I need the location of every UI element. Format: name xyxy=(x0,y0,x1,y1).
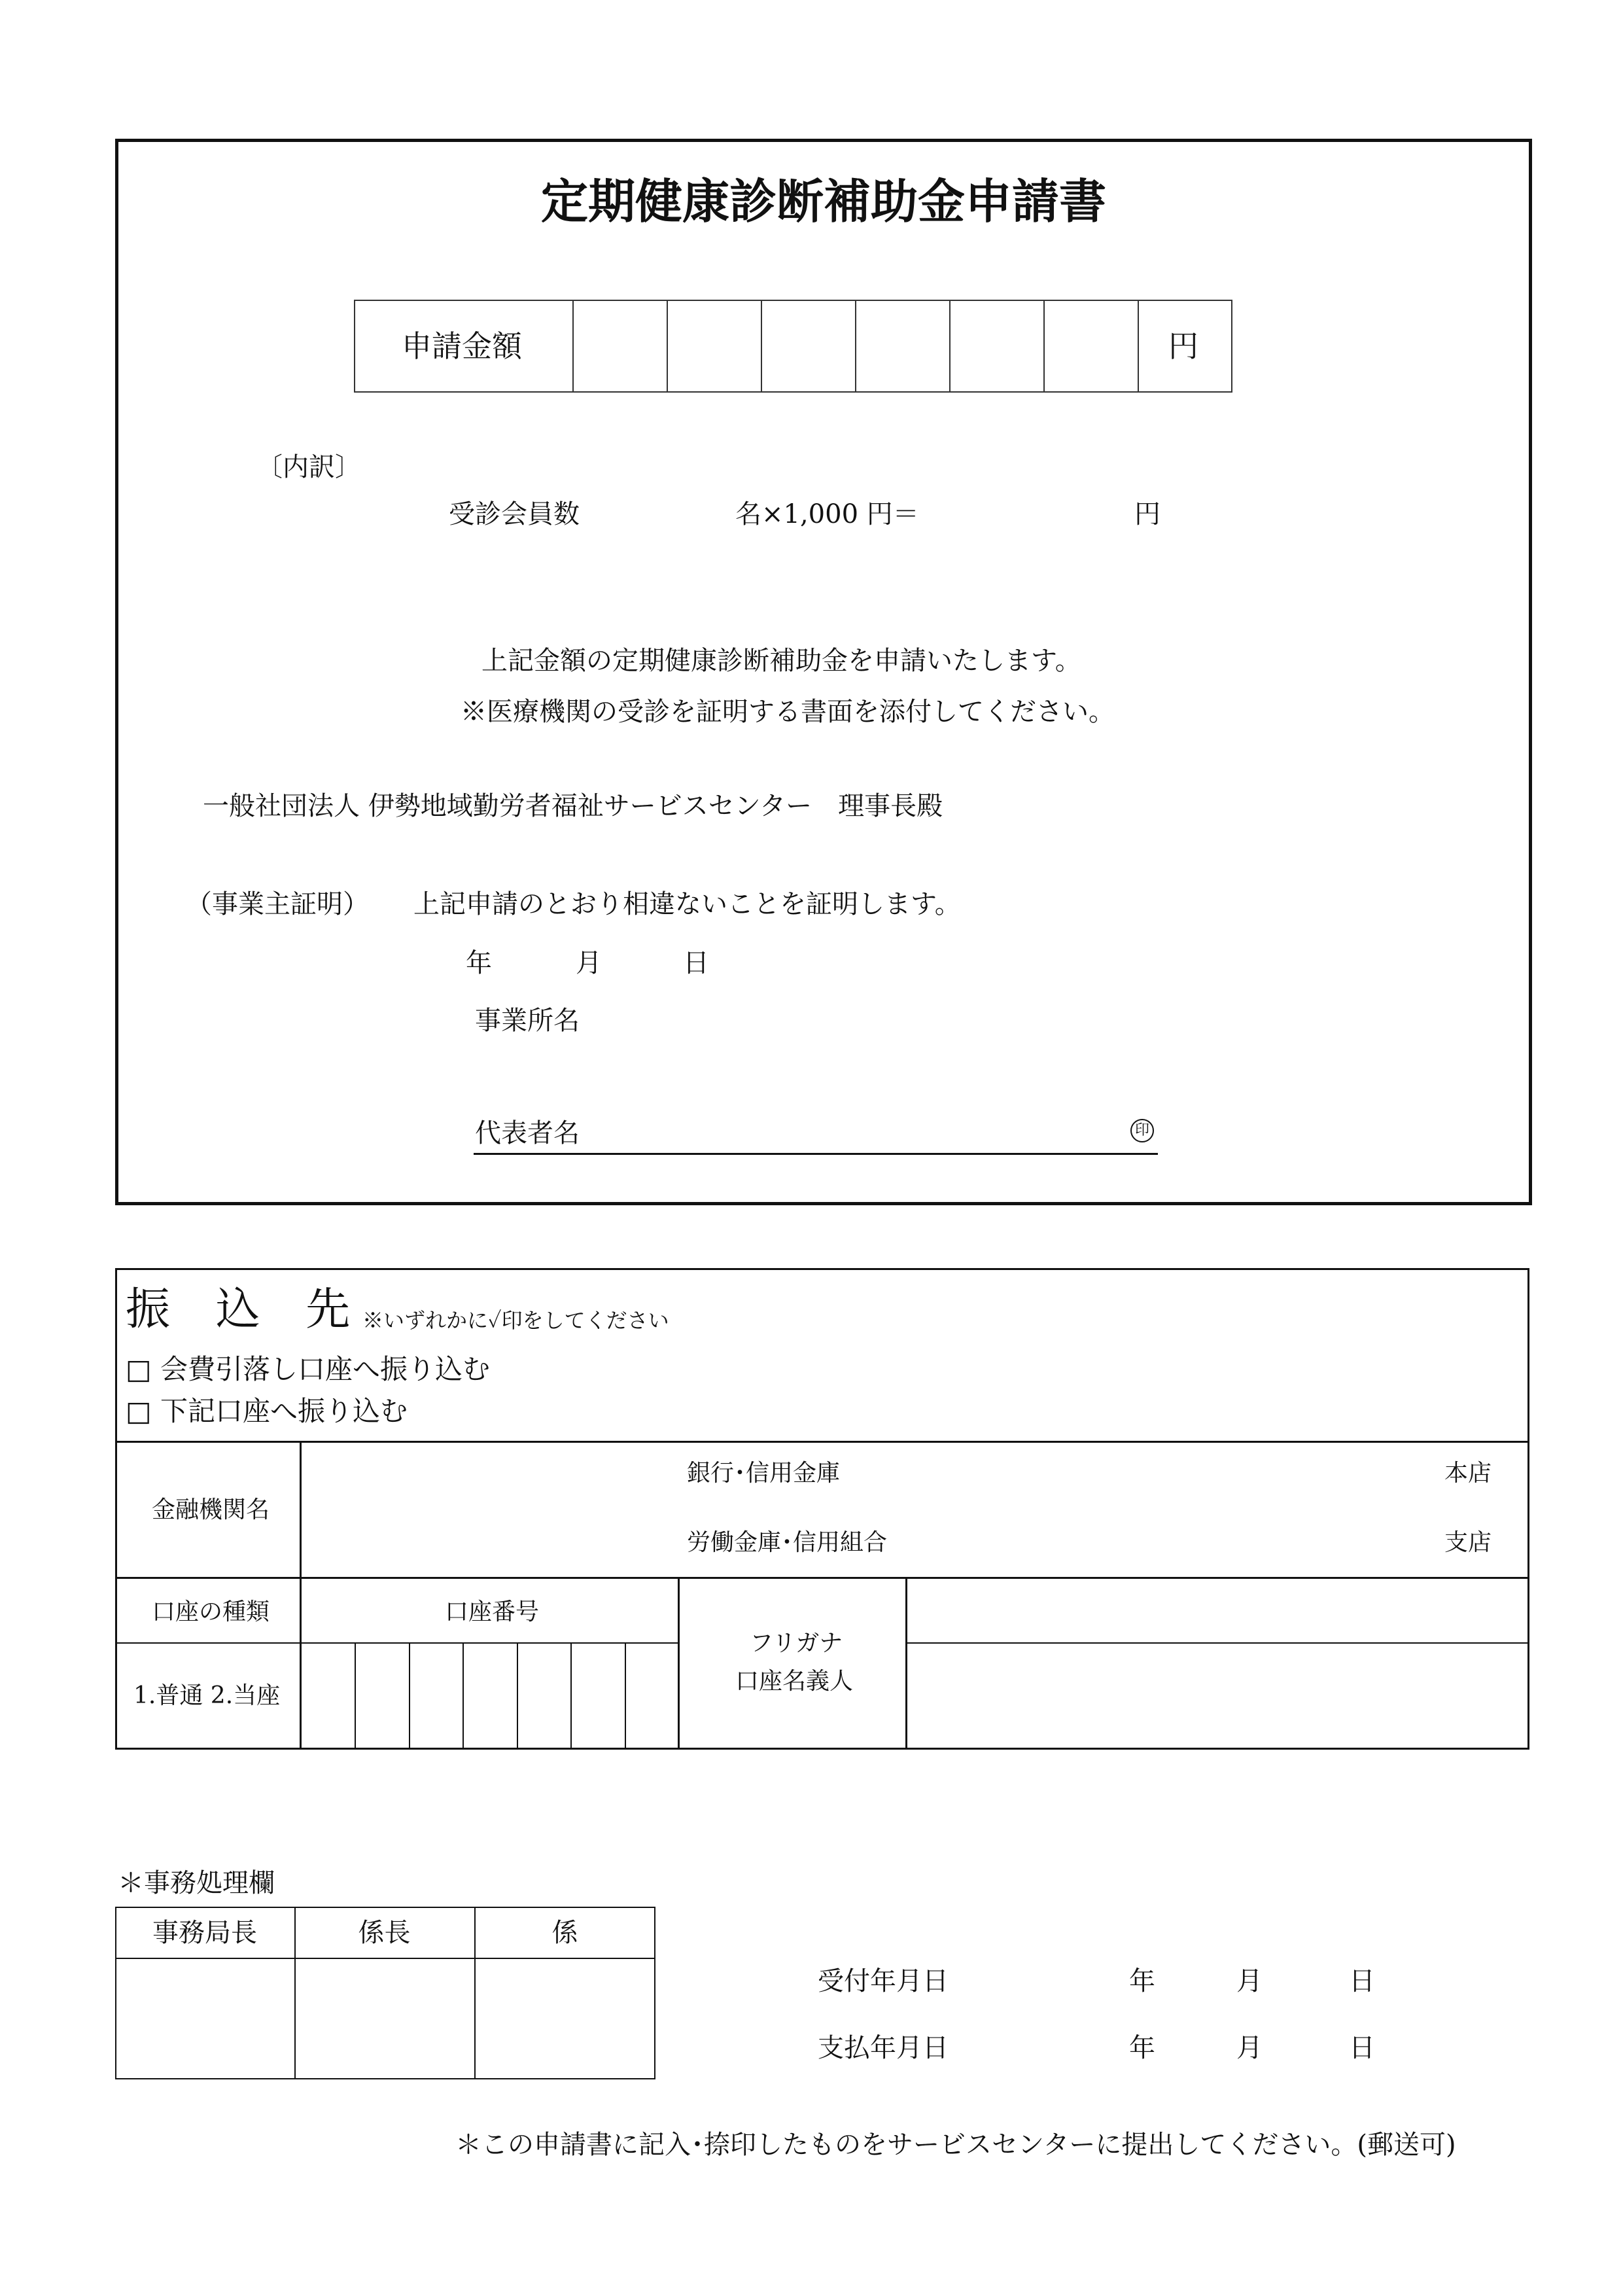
office-stamp-chief[interactable] xyxy=(297,1960,473,2077)
received-month: 月 xyxy=(1236,1966,1263,1996)
paid-year: 年 xyxy=(1129,2033,1155,2063)
transfer-option-2[interactable]: □ 下記口座へ振り込む xyxy=(126,1395,408,1427)
institution-name-field[interactable] xyxy=(307,1447,661,1572)
received-year: 年 xyxy=(1129,1966,1155,1996)
representative-underline xyxy=(474,1153,1158,1155)
form-title: 定期健康診断補助金申請書 xyxy=(540,173,1106,229)
transfer-note: ※いずれかに✓印をしてください xyxy=(362,1308,669,1333)
employer-statement: 上記申請のとおり相違ないことを証明します。 xyxy=(413,889,961,919)
seal-mark xyxy=(1130,1119,1154,1142)
footer-note: ＊この申請書に記入･捺印したものをサービスセンターに提出してください。(郵送可) xyxy=(455,2130,1456,2160)
transfer-option-1[interactable]: □ 会費引落し口座へ振り込む xyxy=(126,1353,491,1385)
branch-head: 本店 xyxy=(1444,1460,1492,1487)
account-digit-1[interactable] xyxy=(302,1644,354,1748)
amount-digit-6[interactable] xyxy=(1045,301,1137,391)
breakdown-yen: 円 xyxy=(1134,499,1161,529)
account-type-label: 口座の種類 xyxy=(152,1598,270,1625)
representative-field[interactable] xyxy=(602,1111,1125,1157)
holder-label: 口座名義人 xyxy=(735,1668,854,1695)
amount-digit-4[interactable] xyxy=(856,301,949,391)
account-type-values[interactable]: 1.普通 2.当座 xyxy=(133,1682,281,1709)
office-label: ＊事務処理欄 xyxy=(118,1868,275,1898)
seal-text: 印 xyxy=(1134,1122,1149,1139)
bank-type-1: 銀行･信用金庫 xyxy=(687,1460,841,1487)
breakdown-members-label: 受診会員数 xyxy=(449,499,580,529)
date-year: 年 xyxy=(466,948,492,978)
paid-month: 月 xyxy=(1236,2033,1263,2063)
office-name-label: 事業所名 xyxy=(475,1006,580,1036)
account-digit-2[interactable] xyxy=(356,1644,408,1748)
paid-day: 日 xyxy=(1349,2033,1375,2063)
holder-field[interactable] xyxy=(909,1645,1527,1747)
institution-label: 金融機関名 xyxy=(152,1496,270,1523)
branch-name-field[interactable] xyxy=(916,1447,1426,1572)
account-number-label: 口座番号 xyxy=(445,1598,540,1625)
furigana-label: フリガナ xyxy=(750,1630,843,1657)
date-day: 日 xyxy=(683,948,709,978)
account-digit-4[interactable] xyxy=(464,1644,516,1748)
office-col-chief: 係長 xyxy=(358,1918,411,1948)
received-date-label: 受付年月日 xyxy=(818,1966,949,1996)
representative-label: 代表者名 xyxy=(475,1118,580,1148)
office-name-field[interactable] xyxy=(602,998,1151,1044)
received-day: 日 xyxy=(1349,1966,1375,1996)
statement-line-2: ※医療機関の受診を証明する書面を添付してください。 xyxy=(461,697,1115,727)
breakdown-formula: 名×1,000 円＝ xyxy=(735,499,919,529)
amount-digit-2[interactable] xyxy=(668,301,760,391)
account-digit-5[interactable] xyxy=(518,1644,570,1748)
paid-date-label: 支払年月日 xyxy=(818,2033,949,2063)
amount-label: 申請金額 xyxy=(402,328,522,364)
addressee: 一般社団法人 伊勢地域勤労者福祉サービスセンター 理事長殿 xyxy=(203,791,943,821)
amount-digit-3[interactable] xyxy=(762,301,854,391)
account-digit-7[interactable] xyxy=(626,1644,677,1748)
amount-digit-5[interactable] xyxy=(951,301,1043,391)
office-col-director: 事務局長 xyxy=(152,1918,257,1948)
furigana-field[interactable] xyxy=(909,1580,1527,1641)
transfer-title: 振 込 先 xyxy=(126,1284,366,1335)
statement-line-1: 上記金額の定期健康診断補助金を申請いたします。 xyxy=(481,646,1081,676)
employer-label: （事業主証明） xyxy=(186,889,369,919)
date-month: 月 xyxy=(576,948,602,978)
amount-digit-1[interactable] xyxy=(574,301,666,391)
office-stamp-director[interactable] xyxy=(118,1960,293,2077)
office-col-staff: 係 xyxy=(551,1918,578,1948)
amount-yen: 円 xyxy=(1168,328,1198,364)
account-digit-3[interactable] xyxy=(410,1644,462,1748)
account-digit-6[interactable] xyxy=(572,1644,624,1748)
branch-sub: 支店 xyxy=(1444,1529,1492,1556)
bank-type-2: 労働金庫･信用組合 xyxy=(687,1529,888,1556)
breakdown-label: 〔内訳〕 xyxy=(256,452,361,482)
office-stamp-staff[interactable] xyxy=(477,1960,653,2077)
